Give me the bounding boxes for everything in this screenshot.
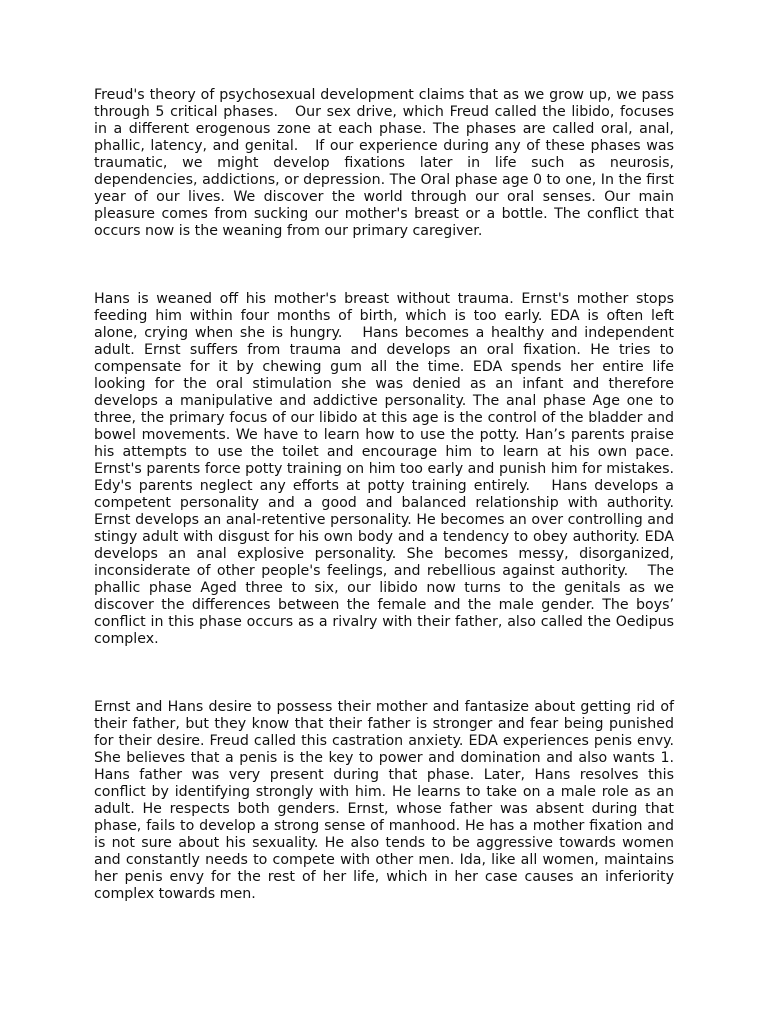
paragraph-anal-phallic-phase: Hans is weaned off his mother's breast without trauma. Ernst's mother stops feeding him within four months of birth, which is too early. EDA is often left alone, crying when she is hungry. Hans becomes a healthy and independent adult. Ernst suffers from trauma and develops an oral fixation. He tries to compensate for it by chewing gum all the time. EDA spends her entire life looking for the oral stimulation she was denied as an infant and therefore develops a manipulative and addictive personality. The anal phase Age one to three, the primary focus of our libido at this age is the control of the bladder and bowel movements. We have to learn how to use the potty. Han’s parents praise his attempts to use the toilet and encourage him to learn at his own pace. Ernst's parents force potty training on him too early and punish him for mistakes. Edy's parents neglect any efforts at potty training entirely. Hans develops a competent personality and a good and balanced relationship with authority. Ernst develops an anal-retentive personality. He becomes an over controlling and stingy adult with disgust for his own body and a tendency to obey authority. EDA develops an anal explosive personality. She becomes messy, disorganized, inconsiderate of other people's feelings, and rebellious against authority. The phallic phase Aged three to six, our libido now turns to the genitals as we discover the differences between the female and the male gender. The boys’ conflict in this phase occurs as a rivalry with their father, also called the Oedipus complex. [94, 291, 679, 647]
paragraph-oral-phase: Freud's theory of psychosexual development claims that as we grow up, we pass through 5 critical phases. Our sex drive, which Freud called the libido, focuses in a different erogenous zone at each phase. The phases are called oral, anal, phallic, latency, and genital. If our experience during any of these phases was traumatic, we might develop fixations later in life such as neurosis, dependencies, addictions, or depression. The Oral phase age 0 to one, In the first year of our lives. We discover the world through our oral senses. Our main pleasure comes from sucking our mother's breast or a bottle. The conflict that occurs now is the weaning from our primary caregiver. [94, 87, 679, 239]
paragraph-oedipus-complex: Ernst and Hans desire to possess their mother and fantasize about getting rid of their father, but they know that their father is stronger and fear being punished for their desire. Freud called this castration anxiety. EDA experiences penis envy. She believes that a penis is the key to power and domination and also wants 1. Hans father was very present during that phase. Later, Hans resolves this conflict by identifying strongly with him. He learns to take on a male role as an adult. He respects both genders. Ernst, whose father was absent during that phase, fails to develop a strong sense of manhood. He has a mother fixation and is not sure about his sexuality. He also tends to be aggressive towards women and constantly needs to compete with other men. Ida, like all women, maintains her penis envy for the rest of her life, which in her case causes an inferiority complex towards men. [94, 699, 688, 902]
